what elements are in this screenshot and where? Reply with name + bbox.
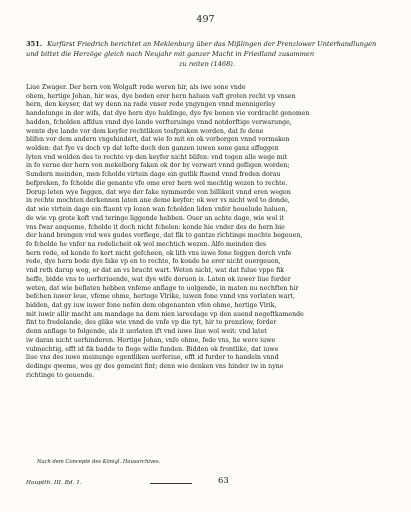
body-line: hern, den keyser, dat wy denn na rade vnser rede yngyngen vnnd mennigerley [26,101,276,109]
body-line: iw daran nicht uerhinderen. Hertige Johan, vnfe ohme, fede vns, he were iuwe [26,336,276,344]
body-line: hern rede, ed konde fo kort nicht gefcheen, ok lith vns iuwe fone feggen dorch vnfe [26,249,292,257]
body-line: vnd reth darup weg, er dat an vs bracht wart. Weten nicht, wat dat fulue vppe fik [26,267,285,275]
body-line: de wie vp grote koft vnd teringe liggende hebben. Ouer an achte dage, wie wol it [26,214,284,222]
body-line: liue vns des iuwe meinunge egentliken uerferiue, efft id furder to handeln vnnd [26,354,279,362]
body-line: wente dye lande vor dem keyfer rechtliken tosfpraken worden, dat fe dene [26,127,264,135]
body-line: blifen vor dem andern vngehindert, dat wie fo mit en ok vorborgen vnnd vormaken [26,136,290,144]
document-date: zu reiten (1468). [179,59,235,68]
body-line: heffe, bidde vns to uerferiuende, wat dye wife doruon is. Laten ok iuwer liue forder [26,275,291,283]
document-header [26,40,388,69]
body-line: dat wie virtein dage ein ftaent vp lozen wan fcholden liden vnfer houelude haluen, [26,206,288,214]
body-line: in fo verne der hern von mekelborg faken ok dor by verwart vnnd gefligen worden; [26,162,290,170]
body-line: vns fwar anqueme, fcholde it doch nicht fchelen: konde hie vnder des de hern bie [26,223,285,231]
body-line: Dorup leten wye feggen, dat wye der fake nymmerde von billikeit vnnd eren wegen [26,188,291,196]
body-line: bidden, dat gy iuw iuwer fone nefen dem obgenanten vfen ohme, hertige Vlrik, [26,301,277,309]
body-line: in rechte mochten derkennen laten ane deme keyfer; ok wer vs nicht wol to donde, [26,197,290,205]
page-number: 497 [196,14,215,25]
body-line: denn anflage to folgende, als it uerlaten ift vnd iuwe liue wol weit: vnd latet [26,328,267,336]
body-line: fo fcholde he vnfer na redelicheit ok wol mechtich wezen. Alfo meinden des [26,240,267,248]
body-line: befchen iuwer leue, vfeme ohme, hertoge Vlrike, iuwen fone vnnd vns vorlaten wart, [26,293,295,301]
body-line: dedinge qweme, wes gy des gemeint fint; denn wie denken vns hinder iw in nyne [26,363,284,370]
body-line: rede, dye hern bode dye fake vp en to rechte, fo konde he erer nicht ouergeuen, [26,258,281,266]
body-line: Sundern meinden, men fcholde virtein dage ein gutlik ftaend vnnd freden dorau [26,171,281,179]
body-line: wolden: dat fye vs doch vp dat lefte doch den ganzen iuwen sone ganz affeggen [26,145,279,153]
body-line: lyten vnd wolden des to rechte vp den keyfer nicht blifen: vnd togen alle wege mit [26,153,288,161]
body-line: handelunge in der wifs, dat dye hern dye huldinge, dye fye bonen vie vordracht genomen [26,110,310,118]
letter-body [26,84,388,380]
document-title: Kurfürst Friedrich berichtet an Meklenburg über das Mißlingen der Prenzlower Unterhandlungen und bittet die Herzöge gleich nach Neujahr mit ganzer Macht in Friedland zusammen [26,40,377,58]
body-line: der hand brengen vnd wes gudes vorflege, dat fik to gantze richtinge mochte begeuen, [26,232,303,240]
body-line: vulmechtig, efft id fik badde to flege wille funden. Bidden ok frontlike, dat iuwe [26,345,279,353]
body-line: hadden, fcholden affdun vnnd dye lande verfteruinge vnnd notdorftige verwarunge, [26,118,292,126]
printer-signature: Hauptth. III. Bd. 1. [26,480,82,486]
source-note: Nach dem Concepte des Königl. Hausarchives. [37,459,161,465]
body-line: richtinge to geuende. [26,371,95,379]
body-line: ohem, hertige Johan, hir was, dye boden erer hern haluen vaft groten recht vp vnsen [26,92,296,100]
body-line: fint to fredelande, des glike wie vnnd de vnfe vp die tyt, hir to prenzlow, forder [26,319,277,327]
body-line: Liue Zwager. Der hern von Wolgaft rede weren hir, als iwe sone vnde [26,84,246,91]
body-line: weten, dat wie beflaten hebben vnfeme anflage to uolgende, in maten nu nechften hir [26,284,299,292]
body-line: mit iuwir allir macht am mandage na dem nien iaresdage vp den auend negeftkamende [26,310,304,318]
folio-number: 63 [218,476,229,486]
body-line: befpreken, fo fcholde die genante vfe ome erer hern wol mechtig wezen to rechte. [26,179,288,187]
footer-rule [150,483,192,484]
document-number: 351. [26,40,43,48]
